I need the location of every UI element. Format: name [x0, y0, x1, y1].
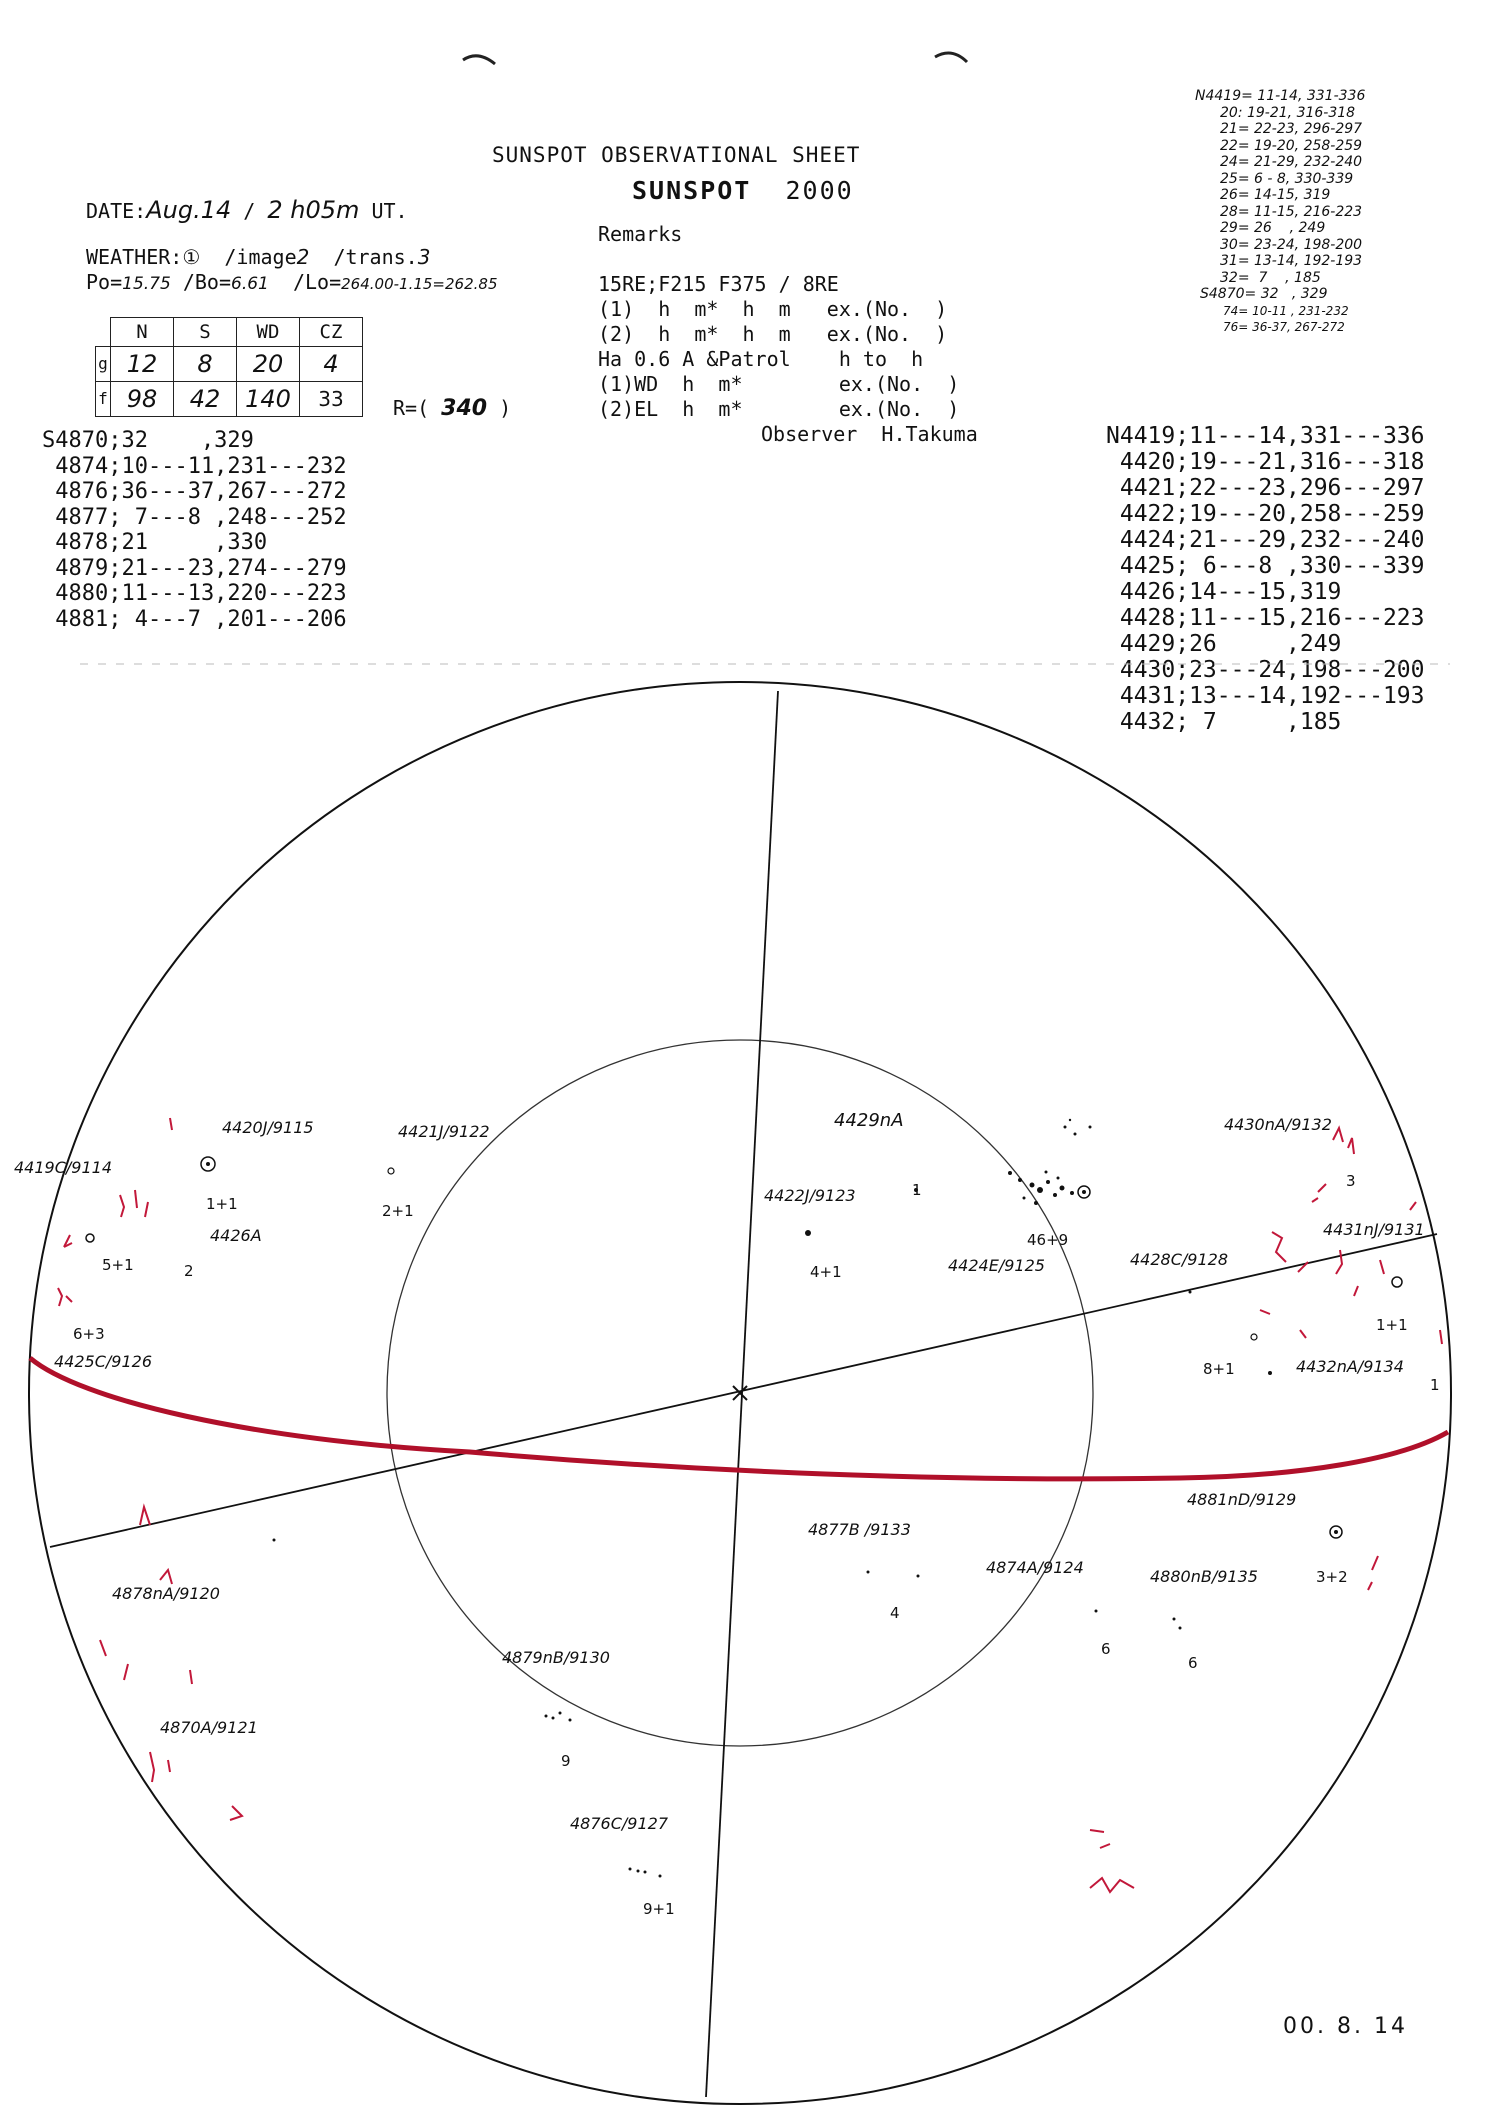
title-year: 2000 [785, 176, 854, 205]
g-cz: 4 [300, 346, 363, 381]
title-word: SUNSPOT [632, 176, 752, 205]
trans-label: /trans. [333, 245, 418, 269]
note-line: 25= 6 - 8, 330-339 [1220, 170, 1354, 187]
label-4425: 4425C/9126 [54, 1352, 152, 1371]
label-4877: 4877B /9133 [808, 1520, 911, 1539]
count-4429: 1 [912, 1181, 922, 1199]
note-line: S4870= 32 , 329 [1200, 286, 1328, 302]
po-value: 15.75 [122, 274, 171, 294]
count-4430: 3 [1346, 1172, 1356, 1190]
label-4421: 4421J/9122 [398, 1122, 490, 1141]
punch-mark-right [935, 53, 967, 62]
count-4421: 2+1 [382, 1202, 414, 1220]
list-item: 4422;19---20,258---259 [1106, 501, 1425, 527]
note-line: 76= 36-37, 267-272 [1223, 320, 1345, 334]
note-line: N4419= 11-14, 331-336 [1195, 88, 1366, 104]
f-cz: 33 [300, 381, 363, 416]
label-4432: 4432nA/9134 [1296, 1357, 1404, 1376]
remarks-line6: (2)EL h m* ex.(No. ) [598, 397, 960, 421]
lo-value: 264.00-1.15=262.85 [341, 275, 498, 293]
label-4420: 4420J/9115 [222, 1118, 314, 1137]
note-line: 28= 11-15, 216-223 [1220, 203, 1363, 220]
note-line: 21= 22-23, 296-297 [1220, 121, 1363, 137]
count-4424: 46+9 [1027, 1231, 1069, 1249]
label-4429: 4429nA [834, 1110, 904, 1131]
date-label: DATE: [86, 199, 147, 223]
label-4879: 4879nB/9130 [502, 1648, 610, 1667]
sheet-title: SUNSPOT OBSERVATIONAL SHEET [492, 143, 861, 167]
note-line: 32= 7 , 185 [1220, 269, 1321, 286]
list-item: 4879;21---23,274---279 [42, 555, 347, 581]
list-item: 4420;19---21,316---318 [1106, 449, 1425, 475]
bo-label: /Bo= [182, 270, 232, 294]
count-4420: 1+1 [206, 1195, 238, 1213]
list-item: 4876;36---37,267---272 [42, 479, 347, 504]
r-close: ) [499, 396, 512, 420]
g-s: 8 [174, 346, 237, 381]
remarks-line5: (1)WD h m* ex.(No. ) [598, 372, 960, 396]
count-4432: 1 [1430, 1376, 1440, 1394]
lo-label: /Lo= [292, 270, 342, 294]
time-value: 2 h05m [267, 196, 360, 224]
count-4881: 3+2 [1316, 1568, 1348, 1586]
count-4874: 6 [1101, 1640, 1111, 1658]
label-4880: 4880nB/9135 [1150, 1567, 1258, 1586]
trans-value: 3 [417, 245, 431, 269]
punch-mark-left [463, 56, 495, 64]
remarks-line4: Ha 0.6 A &Patrol h to h [598, 347, 924, 371]
label-4424: 4424E/9125 [948, 1256, 1045, 1275]
note-line: 20: 19-21, 316-318 [1220, 104, 1356, 121]
row-g-label: g [96, 346, 111, 381]
list-item: 4426;14---15,319 [1106, 579, 1342, 605]
list-item: S4870;32 ,329 [42, 428, 254, 453]
label-4422: 4422J/9123 [764, 1186, 856, 1205]
list-item: 4432; 7 ,185 [1106, 709, 1342, 735]
note-line: 30= 23-24, 198-200 [1220, 236, 1363, 253]
list-item: 4881; 4---7 ,201---206 [42, 606, 347, 632]
header-s: S [174, 318, 237, 347]
label-4881: 4881nD/9129 [1187, 1490, 1297, 1509]
header-cz: CZ [300, 318, 363, 347]
label-4426: 4426A [210, 1226, 262, 1245]
label-4870: 4870A/9121 [160, 1718, 258, 1737]
date-line: DATE:Aug.14 / 2 h05m UT. [86, 196, 408, 224]
bo-value: 6.61 [231, 274, 269, 294]
header-wd: WD [237, 318, 300, 347]
list-item: 4878;21 ,330 [42, 530, 268, 555]
g-wd: 20 [237, 346, 300, 381]
count-4426: 2 [184, 1262, 194, 1280]
f-wd: 140 [237, 381, 300, 416]
g-n: 12 [111, 346, 174, 381]
remarks-line3: (2) h m* h m ex.(No. ) [598, 322, 948, 346]
f-s: 42 [174, 381, 237, 416]
note-line: 26= 14-15, 319 [1220, 187, 1331, 203]
image-value: 2 [296, 245, 310, 269]
label-4419: 4419C/9114 [14, 1158, 112, 1177]
remarks-line1: 15RE;F215 F375 / 8RE [598, 272, 839, 296]
list-item: 4429;26 ,249 [1106, 631, 1342, 657]
list-item: 4430;23---24,198---200 [1106, 657, 1425, 683]
po-label: Po= [86, 270, 123, 294]
list-item: 4874;10---11,231---232 [42, 453, 347, 479]
time-suffix: UT. [371, 199, 408, 223]
r-label: R=( [393, 396, 430, 420]
observer: Observer H.Takuma [761, 422, 978, 446]
list-item: 4425; 6---8 ,330---339 [1106, 553, 1425, 579]
label-4431: 4431nJ/9131 [1323, 1220, 1425, 1239]
count-4876: 9+1 [643, 1900, 675, 1918]
weather-label: WEATHER: [86, 245, 183, 269]
list-item: 4880;11---13,220---223 [42, 581, 347, 606]
list-item: 4428;11---15,216---223 [1106, 605, 1425, 631]
count-4419: 5+1 [102, 1256, 134, 1274]
label-4430: 4430nA/9132 [1224, 1115, 1332, 1134]
list-item: 4421;22---23,296---297 [1106, 475, 1425, 501]
image-label: /image [224, 245, 297, 269]
list-item: 4431;13---14,192---193 [1106, 683, 1425, 709]
label-4878: 4878nA/9120 [112, 1584, 220, 1603]
note-line: 24= 21-29, 232-240 [1220, 154, 1363, 170]
count-4425: 6+3 [73, 1325, 105, 1343]
label-4874: 4874A/9124 [986, 1558, 1084, 1577]
count-4877: 4 [890, 1604, 900, 1622]
header-n: N [111, 318, 174, 347]
remarks-line2: (1) h m* h m ex.(No. ) [598, 297, 948, 321]
count-4431: 1+1 [1376, 1316, 1408, 1334]
date-value: Aug.14 [146, 196, 232, 224]
note-line: 29= 26 , 249 [1220, 220, 1326, 236]
note-line: 22= 19-20, 258-259 [1220, 137, 1363, 154]
note-line: 74= 10-11 , 231-232 [1223, 303, 1349, 318]
label-4428: 4428C/9128 [1130, 1250, 1228, 1269]
remarks-label: Remarks [598, 222, 683, 246]
label-4876: 4876C/9127 [570, 1814, 668, 1833]
note-line: 31= 13-14, 192-193 [1220, 253, 1363, 269]
f-n: 98 [111, 381, 174, 416]
count-4428: 8+1 [1203, 1360, 1235, 1378]
date-stamp: 00. 8. 14 [1283, 2014, 1408, 2039]
list-item: 4424;21---29,232---240 [1106, 527, 1425, 553]
count-4879: 9 [561, 1752, 571, 1770]
row-f-label: f [96, 381, 111, 416]
weather-value: ① [182, 245, 201, 269]
count-4422: 4+1 [810, 1263, 842, 1281]
list-item: N4419;11---14,331---336 [1106, 423, 1425, 449]
r-value: 340 [441, 396, 488, 421]
list-item: 4877; 7---8 ,248---252 [42, 504, 347, 530]
count-4880: 6 [1188, 1654, 1198, 1672]
